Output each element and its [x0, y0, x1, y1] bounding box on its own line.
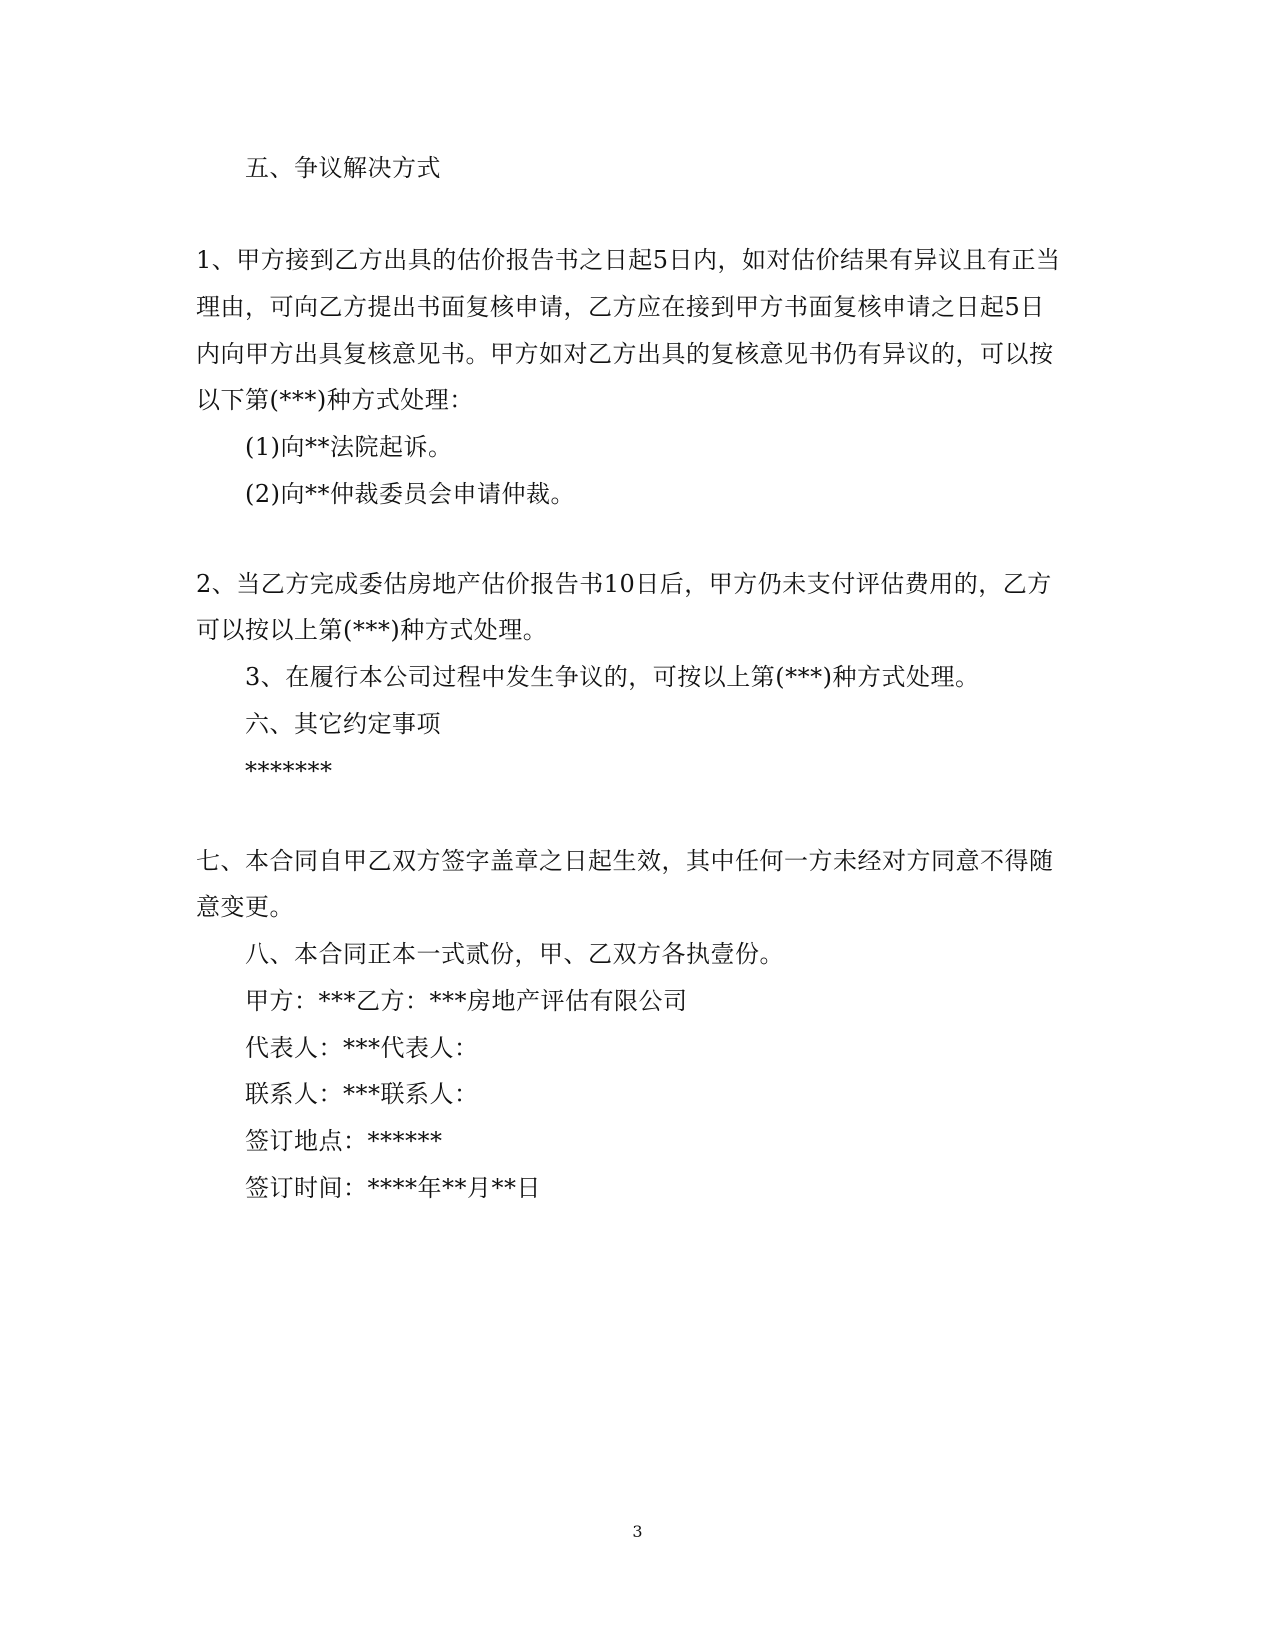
clause-3: 3、在履行本公司过程中发生争议的，可按以上第(***)种方式处理。: [245, 663, 980, 691]
option-1-court: (1)向**法院起诉。: [245, 433, 453, 461]
section-heading-dispute-resolution: 五、争议解决方式: [245, 154, 441, 182]
clause-2-line-1: 2、当乙方完成委估房地产估价报告书10日后，甲方仍未支付评估费用的，乙方: [196, 570, 1052, 598]
other-matters-placeholder: *******: [245, 757, 333, 785]
clause-2-line-2: 可以按以上第(***)种方式处理。: [196, 616, 548, 644]
clause-seven-line-1: 七、本合同自甲乙双方签字盖章之日起生效，其中任何一方未经对方同意不得随: [196, 847, 1054, 875]
section-heading-other-matters: 六、其它约定事项: [245, 710, 441, 738]
clause-seven-line-2: 意变更。: [196, 893, 294, 921]
parties-line: 甲方：***乙方：***房地产评估有限公司: [245, 987, 688, 1015]
contact-line: 联系人：***联系人：: [245, 1080, 479, 1108]
page-number: 3: [632, 1522, 643, 1541]
clause-1-line-4: 以下第(***)种方式处理：: [196, 386, 474, 414]
representative-line: 代表人：***代表人：: [245, 1034, 479, 1062]
signing-place-line: 签订地点：******: [245, 1127, 443, 1155]
clause-1-line-1: 1、甲方接到乙方出具的估价报告书之日起5日内，如对估价结果有异议且有正当: [196, 246, 1061, 274]
option-2-arbitration: (2)向**仲裁委员会申请仲裁。: [245, 480, 575, 508]
clause-1-line-3: 内向甲方出具复核意见书。甲方如对乙方出具的复核意见书仍有异议的，可以按: [196, 340, 1054, 368]
signing-time-line: 签订时间：****年**月**日: [245, 1174, 541, 1202]
clause-eight: 八、本合同正本一式贰份，甲、乙双方各执壹份。: [245, 940, 784, 968]
clause-1-line-2: 理由，可向乙方提出书面复核申请，乙方应在接到甲方书面复核申请之日起5日: [196, 293, 1045, 321]
